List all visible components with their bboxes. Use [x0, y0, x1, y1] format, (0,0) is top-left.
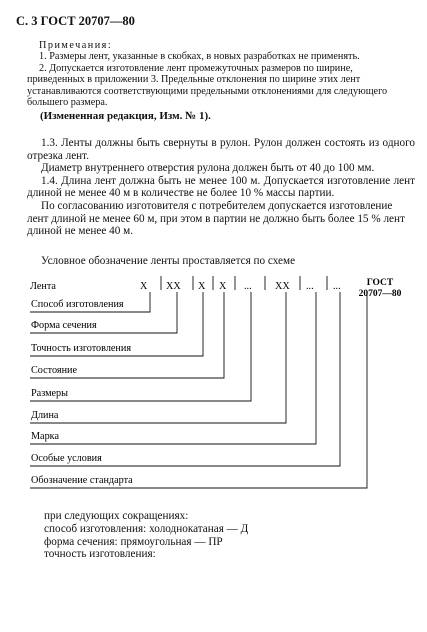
gost-label: ГОСТ — [366, 278, 394, 288]
label-special: Особые условия — [31, 453, 102, 464]
token-length: XX — [275, 281, 290, 292]
abbreviations-block — [44, 510, 248, 561]
scheme-intro: Условное обозначение ленты проставляется по схеме — [41, 255, 296, 267]
token-shape: XX — [166, 281, 181, 292]
notes-title: Примечания: — [39, 40, 113, 51]
label-grade: Марка — [31, 431, 59, 442]
bracket-line — [30, 292, 340, 466]
token-special: ... — [333, 281, 341, 292]
page-header: С. 3 ГОСТ 20707—80 — [16, 14, 135, 28]
label-accuracy: Точность изготовления — [31, 343, 132, 354]
note-item-1: 1. Размеры лент, указанные в скобках, в новых разработках не применять. — [39, 51, 360, 63]
label-method: Способ изготовления — [31, 299, 124, 310]
abbrev-method: способ изготовления: холоднокатаная — Д — [44, 522, 249, 535]
label-shape: Форма сечения — [31, 320, 97, 331]
token-accuracy: X — [198, 281, 206, 292]
label-sizes: Размеры — [31, 388, 68, 399]
abbrev-intro: при следующих сокращениях: — [44, 510, 189, 522]
label-standard: Обозначение стандарта — [31, 475, 133, 486]
abbrev-shape: форма сечения: прямоугольная — ПР — [44, 535, 223, 548]
token-method: X — [140, 281, 148, 292]
paragraph-1-3: 1.3. Ленты должны быть свернуты в рулон. Рулон должен состоять из одного отрезка лент. — [27, 137, 415, 162]
paragraph-agreement: По согласованию изготовителя с потребителем допускается изготовление лент длиной не менее 60 м, при этом в партии не должно быть более 15 % лент длиной не менее 40 м. — [27, 199, 405, 238]
head-label: Лента — [30, 281, 56, 292]
note-item-2: 2. Допускается изготовление лент промежуточных размеров по ширине, приведенных в приложении 3. Предельные отклонения по ширине этих лент устанавливаются соответствующими предельными отклонениями для следующего большего размера. — [27, 62, 388, 109]
label-state: Состояние — [31, 365, 77, 376]
paragraph-diameter: Диаметр внутреннего отверстия рулона должен быть от 40 до 100 мм. — [41, 162, 375, 175]
label-length: Длина — [31, 410, 59, 421]
abbrev-accuracy: точность изготовления: — [44, 548, 156, 561]
gost-number: 20707—80 — [358, 289, 402, 299]
token-state: X — [219, 281, 227, 292]
edition-note: (Измененная редакция, Изм. № 1). — [40, 110, 211, 122]
paragraph-1-4: 1.4. Длина лент должна быть не менее 100 м. Допускается изготовление лент длиной не менее 40 м в количестве не более 10 % массы партии. — [27, 174, 415, 200]
token-grade: ... — [306, 281, 314, 292]
token-sizes: ... — [244, 281, 252, 292]
